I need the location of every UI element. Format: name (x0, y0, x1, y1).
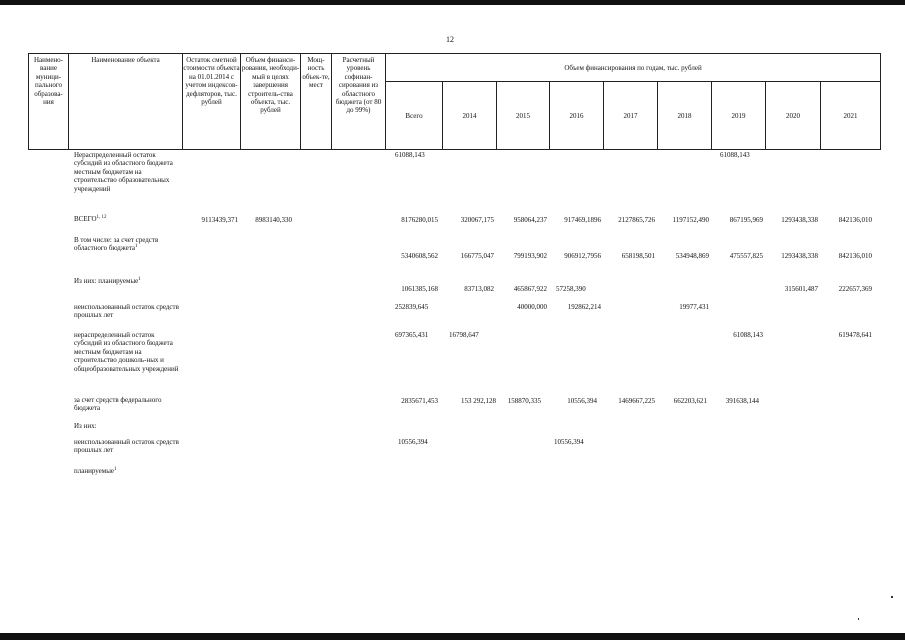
value-2017: 1469667,225 (618, 397, 655, 405)
value-2014: 166775,047 (460, 252, 494, 260)
header-year: 2020 (786, 112, 800, 120)
header-cofinancing: Расчетный уровень софинан-сирования из областного бюджета (от 80 до 99%) (335, 56, 382, 115)
value-total: 61088,143 (395, 151, 425, 159)
row-label: неиспользованный остаток средств прошлых лет (74, 303, 179, 320)
scan-speck (858, 618, 859, 620)
value-2015: 158870,335 (507, 397, 541, 405)
value-2019: 867195,969 (729, 216, 763, 224)
row-label: неиспользованный остаток средств прошлых лет (74, 438, 179, 455)
header-funding-volume: Объем финанси-рования, необходи-мый в целях завершения строитель-ства объекта, тыс. рублей (241, 56, 300, 115)
value-2016: 906912,7956 (564, 252, 601, 260)
value-2021: 842136,010 (838, 216, 872, 224)
value-total: 2835671,453 (401, 397, 438, 405)
top-border (0, 0, 905, 5)
header-year: 2014 (462, 112, 477, 120)
row-label: Нераспределенный остаток субсидий из областного бюджета местным бюджетам на строительство образовательных учреждений (74, 151, 173, 193)
value-2017: 2127865,726 (618, 216, 655, 224)
value-2015: 799193,902 (513, 252, 547, 260)
value-2020: 1293438,338 (781, 216, 818, 224)
remaining-cost-value: 9113439,371 (201, 216, 238, 224)
value-2017: 658198,501 (621, 252, 655, 260)
header-year: 2015 (516, 112, 530, 120)
value-2015: 40000,000 (517, 303, 547, 311)
value-2015: 465867,922 (513, 285, 547, 293)
value-2016: 192862,214 (567, 303, 601, 311)
value-2014: 153 292,128 (461, 397, 496, 405)
value-2021: 222657,369 (838, 285, 872, 293)
header-funding-by-years: Объем финансирования по годам, тыс. рублей (564, 64, 702, 72)
header-year: 2021 (843, 112, 858, 120)
value-2018: 1197152,490 (672, 216, 709, 224)
value-total: 5340608,562 (401, 252, 438, 260)
row-label: Из них: планируемые$^1$ (74, 277, 141, 285)
value-2016: 10556,394 (567, 397, 597, 405)
value-2016: 917469,1896 (564, 216, 601, 224)
value-2016: 10556,394 (554, 438, 584, 446)
value-2015: 958064,237 (513, 216, 547, 224)
header-remaining-cost: Остаток сметной стоимости объекта на 01.01.2014 с учетом индексов-дефляторов, тыс. рублей (183, 56, 240, 107)
header-year: 2016 (569, 112, 584, 120)
header-year: Всего (405, 112, 423, 120)
scan-speck (891, 596, 893, 598)
value-total: 252839,645 (395, 303, 429, 311)
value-2020: 1293438,338 (781, 252, 818, 260)
row-label: планируемые$^1$ (74, 467, 117, 475)
row-label: ВСЕГО$^{1, 12}$ (74, 215, 107, 223)
value-2021: 619478,641 (838, 331, 872, 339)
bottom-border (0, 633, 905, 640)
value-2021: 842136,010 (838, 252, 872, 260)
value-total: 8176280,015 (401, 216, 438, 224)
header-year: 2019 (731, 112, 746, 120)
value-total: 697365,431 (395, 331, 429, 339)
value-total: 1061385,168 (401, 285, 438, 293)
page-number: 12 (446, 35, 454, 44)
value-2018: 19977,431 (679, 303, 709, 311)
value-2016: 57258,390 (556, 285, 586, 293)
row-label: Из них: (74, 422, 97, 430)
funding-volume-value: 8983140,330 (255, 216, 292, 224)
value-2014: 320067,175 (460, 216, 494, 224)
row-label: В том числе: за счет средств областного бюджета$^1$ (74, 236, 159, 253)
row-label: нераспределенный остаток субсидий из областного бюджета местным бюджетам на строительство дошколь-ных и общеобразовательных учреждений (74, 331, 179, 373)
header-capacity: Мощ-ность объек-те, мест (302, 56, 330, 90)
value-2014: 16798,647 (449, 331, 479, 339)
row-label: за счет средств федерального бюджета (74, 396, 162, 413)
header-municipality: Наимено-вание муници-пального образова-ния (33, 56, 64, 107)
value-2019: 475557,825 (729, 252, 763, 260)
value-total: 10556,394 (398, 438, 428, 446)
value-2020: 315601,487 (784, 285, 818, 293)
header-object-name: Наименование объекта (91, 56, 160, 64)
value-2018: 662203,621 (673, 397, 707, 405)
header-year: 2017 (623, 112, 638, 120)
header-year: 2018 (677, 112, 692, 120)
value-2014: 83713,082 (464, 285, 494, 293)
value-2019: 61088,143 (733, 331, 763, 339)
value-2019: 391638,144 (725, 397, 759, 405)
value-2018: 534948,869 (675, 252, 709, 260)
value-2019: 61088,143 (720, 151, 750, 159)
